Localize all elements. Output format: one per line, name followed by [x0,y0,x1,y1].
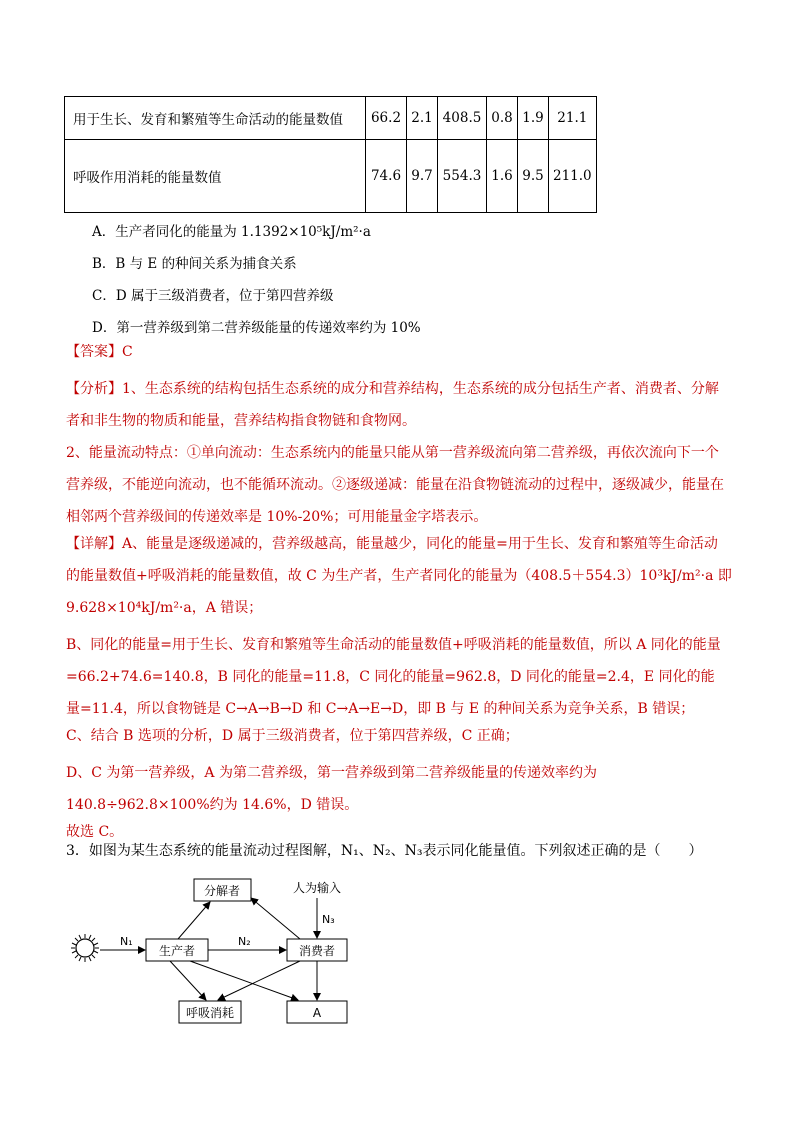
answer-label: 【答案】C [66,344,133,360]
consumer-label: 消费者 [298,944,336,958]
table-cell: 211.0 [549,140,597,213]
table-row [65,97,597,140]
analysis-paragraph-1: 【分析】1、生态系统的结构包括生态系统的成分和营养结构，生态系统的成分包括生产者、消费者、分解者和非生物的物质和能量，营养结构指食物链和食物网。 [66,381,719,429]
option-a: A．生产者同化的能量为 1.1392×10⁵kJ/m²·a [92,224,371,240]
energy-table [64,96,597,213]
detail-paragraph-b: B、同化的能量=用于生长、发育和繁殖等生命活动的能量数值+呼吸消耗的能量数值，所以 A 同化的能量=66.2+74.6=140.8，B 同化的能量=11.8，C 同化的能量=962.8，D 同化的能量=2.4，E 同化的能量=11.4，所以食物链是 C→A→B→D 和 C→A→E→D，即 B 与 E 的种间关系为竞争关系，B 错误； [66,637,721,717]
sun-icon [71,934,99,962]
arrow-consumer-to-decomposer [251,898,300,939]
option-d: D．第一营养级到第二营养级能量的传递效率约为 10% [92,320,421,336]
table-cell: 408.5 [438,97,487,140]
table-row-label: 用于生长、发育和繁殖等生命活动的能量数值 [65,97,366,140]
a-box-label: A [312,1006,322,1020]
option-b: B．B 与 E 的种间关系为捕食关系 [92,256,297,272]
n1-label: N₁ [120,935,133,948]
table-cell: 554.3 [438,140,487,213]
n3-label: N₃ [322,913,335,926]
arrow-consumer-to-respiration [218,961,300,1000]
human-input-label: 人为输入 [292,881,342,895]
detail-line-3: 9.628×10⁴kJ/m²·a，A 错误； [66,600,263,616]
detail-line-1: 【详解】A、能量是逐级递减的，营养级越高，能量越少，同化的能量=用于生长、发育和繁殖等生命活动 [66,536,718,552]
conclusion-text: 故选 C。 [66,824,124,840]
table-cell: 9.5 [518,140,549,213]
n2-label: N₂ [238,935,251,948]
detail-line-2: 的能量数值+呼吸消耗的能量数值，故 C 为生产者，生产者同化的能量为（408.5＋554.3）10³kJ/m²·a 即 [66,568,732,584]
energy-flow-diagram [60,868,370,1033]
question-3-stem: 3．如图为某生态系统的能量流动过程图解，N₁、N₂、N₃表示同化能量值。下列叙述正确的是（ ） [66,843,703,859]
table-cell: 2.1 [407,97,438,140]
producer-label: 生产者 [158,944,196,958]
table-cell: 21.1 [549,97,597,140]
table-cell: 9.7 [407,140,438,213]
arrow-producer-to-decomposer [178,902,210,939]
option-c: C．D 属于三级消费者，位于第四营养级 [92,288,334,304]
table-cell: 74.6 [366,140,407,213]
table-row-label: 呼吸作用消耗的能量数值 [65,140,366,213]
table-cell: 1.9 [518,97,549,140]
table-cell: 66.2 [366,97,407,140]
respiration-label: 呼吸消耗 [185,1006,235,1020]
table-cell: 1.6 [487,140,518,213]
arrow-producer-to-a [190,961,298,1000]
arrow-producer-to-respiration [170,961,206,1000]
table-cell: 0.8 [487,97,518,140]
decomposer-label: 分解者 [203,884,241,898]
detail-paragraph-c: C、结合 B 选项的分析，D 属于三级消费者，位于第四营养级，C 正确； [66,728,519,744]
analysis-paragraph-2: 2、能量流动特点：①单向流动：生态系统内的能量只能从第一营养级流向第二营养级，再依次流向下一个营养级，不能逆向流动，也不能循环流动。②逐级递减：能量在沿食物链流动的过程中，逐级减少，能量在相邻两个营养级间的传递效率是 10%-20%；可用能量金字塔表示。 [66,445,724,525]
detail-paragraph-d: D、C 为第一营养级，A 为第二营养级，第一营养级到第二营养级能量的传递效率约为 140.8÷962.8×100%约为 14.6%，D 错误。 [66,765,597,813]
table-row [65,140,597,213]
